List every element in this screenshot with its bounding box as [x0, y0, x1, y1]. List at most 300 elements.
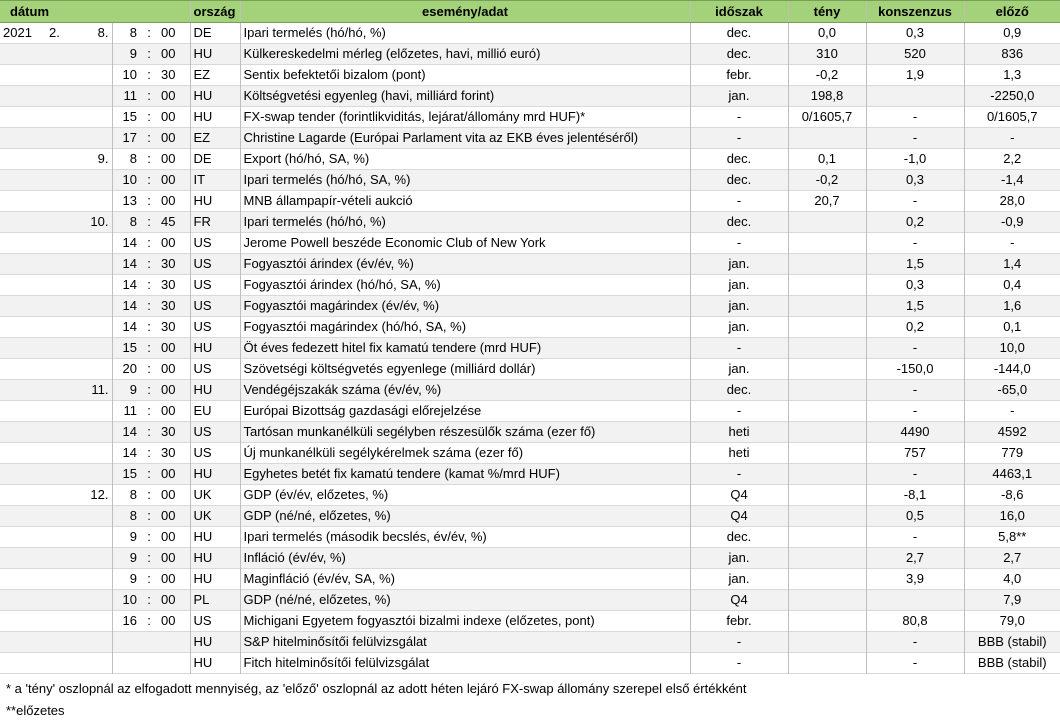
cell-hour: 15: [112, 464, 140, 485]
header-previous: előző: [964, 1, 1060, 23]
table-row: [0, 191, 1060, 212]
table-row: [0, 212, 1060, 233]
cell-actual: [788, 380, 866, 401]
cell-event: GDP (év/év, előzetes, %): [240, 485, 690, 506]
cell-previous: BBB (stabil): [964, 653, 1060, 674]
cell-previous: 79,0: [964, 611, 1060, 632]
cell-month: [46, 338, 78, 359]
cell-country: US: [190, 275, 240, 296]
cell-previous: 4592: [964, 422, 1060, 443]
cell-actual: [788, 275, 866, 296]
cell-actual: -0,2: [788, 65, 866, 86]
cell-hour: 9: [112, 527, 140, 548]
cell-minute: 30: [158, 296, 190, 317]
cell-year: [0, 191, 46, 212]
cell-year: [0, 632, 46, 653]
cell-period: -: [690, 653, 788, 674]
cell-previous: 4,0: [964, 569, 1060, 590]
cell-hour: 9: [112, 569, 140, 590]
cell-month: [46, 611, 78, 632]
table-row: [0, 548, 1060, 569]
cell-time-separator: :: [140, 338, 158, 359]
cell-year: [0, 338, 46, 359]
cell-actual: [788, 611, 866, 632]
cell-previous: -1,4: [964, 170, 1060, 191]
cell-minute: [158, 653, 190, 674]
cell-event: Európai Bizottság gazdasági előrejelzése: [240, 401, 690, 422]
cell-consensus: -: [866, 464, 964, 485]
table-row: [0, 590, 1060, 611]
header-country: ország: [190, 1, 240, 23]
cell-hour: 14: [112, 296, 140, 317]
cell-country: EZ: [190, 128, 240, 149]
cell-year: [0, 212, 46, 233]
cell-year: [0, 149, 46, 170]
cell-consensus: 80,8: [866, 611, 964, 632]
cell-day: 11.: [78, 380, 112, 401]
cell-period: jan.: [690, 548, 788, 569]
table-row: [0, 527, 1060, 548]
cell-event: Michigani Egyetem fogyasztói bizalmi indexe (előzetes, pont): [240, 611, 690, 632]
cell-period: febr.: [690, 65, 788, 86]
cell-year: [0, 548, 46, 569]
cell-actual: [788, 506, 866, 527]
cell-hour: 16: [112, 611, 140, 632]
cell-previous: 0,9: [964, 23, 1060, 44]
cell-day: [78, 170, 112, 191]
cell-consensus: -: [866, 107, 964, 128]
cell-minute: 30: [161, 445, 176, 460]
cell-consensus: -: [866, 233, 964, 254]
header-event: esemény/adat: [240, 1, 690, 23]
cell-event: Új munkanélküli segélykérelmek száma (ezer fő): [240, 443, 690, 464]
cell-event: S&P hitelminősítői felülvizsgálat: [240, 632, 690, 653]
footnote-fx-swap: * a 'tény' oszlopnál az elfogadott mennyiség, az 'előző' oszlopnál az adott héten lejáró FX-swap állomány szerepel első értékként: [6, 681, 747, 696]
cell-day: [78, 632, 112, 653]
cell-previous: -144,0: [964, 359, 1060, 380]
cell-minute: 00: [158, 128, 190, 149]
cell-day: [78, 401, 112, 422]
cell-actual: [788, 359, 866, 380]
cell-year: [0, 527, 46, 548]
cell-time-separator: :: [147, 361, 151, 376]
cell-consensus: -: [866, 191, 964, 212]
cell-hour: [112, 653, 140, 674]
cell-event: Külkereskedelmi mérleg (előzetes, havi, millió euró): [240, 44, 690, 65]
cell-previous: -0,9: [964, 212, 1060, 233]
cell-country: HU: [190, 338, 240, 359]
cell-minute: 00: [158, 590, 190, 611]
cell-year: [0, 569, 46, 590]
cell-actual: [788, 548, 866, 569]
cell-minute: 00: [161, 361, 176, 376]
header-period: időszak: [690, 1, 788, 23]
cell-previous: 1,3: [964, 65, 1060, 86]
cell-hour: 10: [112, 590, 140, 611]
cell-actual: -0,2: [788, 170, 866, 191]
table-row: [0, 296, 1060, 317]
cell-consensus: 1,5: [866, 254, 964, 275]
cell-year: [0, 611, 46, 632]
cell-event: Vendégéjszakák száma (év/év, %): [240, 380, 690, 401]
cell-previous: 4463,1: [964, 464, 1060, 485]
cell-previous: -65,0: [964, 380, 1060, 401]
cell-consensus: -150,0: [866, 359, 964, 380]
table-row: [0, 275, 1060, 296]
cell-previous: -: [964, 401, 1060, 422]
cell-country: HU: [190, 632, 240, 653]
calendar-body: [0, 23, 1060, 674]
cell-month: [46, 233, 78, 254]
cell-country: HU: [190, 548, 240, 569]
cell-minute: 00: [161, 613, 176, 628]
cell-hour: 10: [112, 170, 140, 191]
cell-day: [78, 65, 112, 86]
cell-month: [46, 464, 78, 485]
header-actual: tény: [788, 1, 866, 23]
cell-event: MNB állampapír-vételi aukció: [240, 191, 690, 212]
table-row: [0, 569, 1060, 590]
cell-country: US: [190, 359, 240, 380]
cell-period: dec.: [690, 380, 788, 401]
cell-month: [46, 254, 78, 275]
cell-event: Ipari termelés (második becslés, év/év, %): [240, 527, 690, 548]
cell-actual: [788, 233, 866, 254]
cell-hour: 13: [112, 191, 140, 212]
cell-day: [78, 338, 112, 359]
cell-time-separator: :: [147, 613, 151, 628]
cell-actual: [788, 443, 866, 464]
cell-minute: 00: [161, 571, 176, 586]
cell-period: jan.: [690, 317, 788, 338]
table-row: [0, 485, 1060, 506]
cell-country: HU: [190, 107, 240, 128]
header-row: [0, 1, 1060, 23]
cell-month: [46, 128, 78, 149]
cell-country: EU: [190, 401, 240, 422]
cell-month: [46, 44, 78, 65]
cell-time-separator: :: [147, 487, 151, 502]
cell-year: [0, 296, 46, 317]
cell-period: -: [690, 338, 788, 359]
cell-event: Ipari termelés (hó/hó, %): [240, 212, 690, 233]
cell-hour: 14: [112, 317, 140, 338]
cell-time-separator: :: [140, 170, 158, 191]
cell-consensus: 757: [866, 443, 964, 464]
cell-time-separator: :: [140, 464, 158, 485]
cell-day: [78, 44, 112, 65]
cell-minute: 00: [161, 193, 176, 208]
cell-event: Ipari termelés (hó/hó, %): [240, 23, 690, 44]
table-row: [0, 506, 1060, 527]
cell-consensus: -: [866, 653, 964, 674]
cell-month: [46, 443, 78, 464]
cell-consensus: -: [866, 128, 964, 149]
cell-country: EZ: [190, 65, 240, 86]
cell-day: 10.: [78, 212, 112, 233]
table-row: [0, 443, 1060, 464]
cell-minute: 00: [158, 464, 190, 485]
cell-period: -: [690, 632, 788, 653]
cell-minute: 30: [161, 319, 176, 334]
cell-minute: 00: [161, 151, 176, 166]
cell-minute: 30: [158, 254, 190, 275]
cell-time-separator: :: [140, 590, 158, 611]
cell-event: GDP (né/né, előzetes, %): [240, 590, 690, 611]
cell-country: HU: [190, 464, 240, 485]
cell-country: HU: [190, 653, 240, 674]
cell-actual: [788, 590, 866, 611]
cell-hour: [112, 632, 140, 653]
cell-minute: 00: [161, 487, 176, 502]
cell-month: [46, 569, 78, 590]
cell-period: -: [690, 464, 788, 485]
cell-previous: 779: [964, 443, 1060, 464]
cell-time-separator: [140, 632, 158, 653]
table-row: [0, 422, 1060, 443]
table-row: [0, 380, 1060, 401]
cell-consensus: 1,5: [866, 296, 964, 317]
cell-month: [46, 485, 78, 506]
table-row: [0, 317, 1060, 338]
cell-event: Jerome Powell beszéde Economic Club of New York: [240, 233, 690, 254]
cell-time-separator: :: [147, 445, 151, 460]
cell-consensus: 3,9: [866, 569, 964, 590]
cell-event: FX-swap tender (forintlikviditás, lejárat/állomány mrd HUF)*: [240, 107, 690, 128]
cell-event: Egyhetes betét fix kamatú tendere (kamat %/mrd HUF): [240, 464, 690, 485]
cell-time-separator: :: [147, 403, 151, 418]
cell-event: Költségvetési egyenleg (havi, milliárd forint): [240, 86, 690, 107]
cell-hour: 14: [112, 275, 140, 296]
cell-actual: [788, 296, 866, 317]
cell-day: [78, 506, 112, 527]
cell-time-separator: :: [147, 109, 151, 124]
cell-time-separator: :: [147, 277, 151, 292]
cell-year: [0, 170, 46, 191]
cell-hour: 8: [112, 149, 140, 170]
cell-day: [78, 569, 112, 590]
cell-year: [0, 485, 46, 506]
cell-minute: 30: [161, 67, 176, 82]
cell-hour: 11: [112, 86, 140, 107]
cell-time-separator: :: [140, 212, 158, 233]
cell-actual: [788, 527, 866, 548]
cell-year: [0, 422, 46, 443]
cell-year: [0, 464, 46, 485]
cell-month: [46, 632, 78, 653]
cell-year: [0, 506, 46, 527]
cell-month: [46, 296, 78, 317]
cell-consensus: 1,9: [866, 65, 964, 86]
cell-year: [0, 128, 46, 149]
cell-actual: [788, 401, 866, 422]
cell-minute: 45: [158, 212, 190, 233]
cell-minute: 00: [158, 86, 190, 107]
cell-actual: [788, 317, 866, 338]
cell-actual: [788, 422, 866, 443]
cell-month: [46, 590, 78, 611]
cell-month: [46, 317, 78, 338]
cell-year: [0, 107, 46, 128]
cell-event: Fitch hitelminősítői felülvizsgálat: [240, 653, 690, 674]
cell-time-separator: :: [147, 529, 151, 544]
cell-consensus: 0,2: [866, 317, 964, 338]
cell-period: dec.: [690, 212, 788, 233]
cell-time-separator: [140, 653, 158, 674]
cell-hour: 9: [112, 44, 140, 65]
cell-previous: -: [964, 128, 1060, 149]
cell-consensus: -1,0: [866, 149, 964, 170]
cell-actual: [788, 464, 866, 485]
cell-minute: 00: [158, 44, 190, 65]
cell-country: UK: [190, 485, 240, 506]
cell-period: jan.: [690, 254, 788, 275]
cell-period: jan.: [690, 296, 788, 317]
cell-year: [0, 86, 46, 107]
header-consensus: konszenzus: [866, 1, 964, 23]
cell-event: Tartósan munkanélküli segélyben részesülők száma (ezer fő): [240, 422, 690, 443]
cell-time-separator: :: [140, 86, 158, 107]
cell-consensus: 0,3: [866, 23, 964, 44]
cell-day: [78, 548, 112, 569]
cell-country: IT: [190, 170, 240, 191]
cell-month: [46, 149, 78, 170]
cell-country: HU: [190, 527, 240, 548]
cell-day: [78, 611, 112, 632]
cell-time-separator: :: [140, 254, 158, 275]
cell-consensus: -: [866, 338, 964, 359]
cell-country: HU: [190, 191, 240, 212]
cell-month: [46, 275, 78, 296]
cell-month: [46, 191, 78, 212]
cell-time-separator: :: [140, 44, 158, 65]
cell-hour: 14: [112, 422, 140, 443]
cell-country: US: [190, 422, 240, 443]
cell-month: [46, 548, 78, 569]
cell-consensus: -: [866, 527, 964, 548]
cell-hour: 9: [112, 380, 140, 401]
cell-actual: [788, 569, 866, 590]
cell-country: US: [190, 254, 240, 275]
cell-minute: 00: [158, 380, 190, 401]
table-row: [0, 464, 1060, 485]
cell-actual: 0/1605,7: [788, 107, 866, 128]
table-row: [0, 401, 1060, 422]
cell-period: Q4: [690, 506, 788, 527]
cell-year: [0, 44, 46, 65]
cell-month: [46, 380, 78, 401]
cell-previous: 2,2: [964, 149, 1060, 170]
cell-year: [0, 401, 46, 422]
cell-year: [0, 443, 46, 464]
cell-country: FR: [190, 212, 240, 233]
cell-day: [78, 359, 112, 380]
cell-minute: 00: [161, 25, 176, 40]
cell-previous: 16,0: [964, 506, 1060, 527]
cell-event: Infláció (év/év, %): [240, 548, 690, 569]
cell-country: HU: [190, 380, 240, 401]
cell-day: [78, 464, 112, 485]
cell-month: [46, 212, 78, 233]
cell-minute: 00: [161, 235, 176, 250]
cell-year: [0, 380, 46, 401]
cell-period: jan.: [690, 569, 788, 590]
cell-day: 9.: [97, 151, 109, 166]
cell-event: Export (hó/hó, SA, %): [240, 149, 690, 170]
cell-day: [78, 191, 112, 212]
cell-time-separator: :: [147, 67, 151, 82]
cell-hour: 17: [112, 128, 140, 149]
cell-hour: 9: [112, 548, 140, 569]
cell-country: HU: [190, 86, 240, 107]
cell-month: [46, 506, 78, 527]
cell-day: [78, 275, 112, 296]
cell-country: DE: [190, 149, 240, 170]
cell-previous: 28,0: [964, 191, 1060, 212]
cell-month: 2.: [49, 25, 60, 40]
cell-day: [78, 296, 112, 317]
cell-event: Szövetségi költségvetés egyenlege (milliárd dollár): [240, 359, 690, 380]
cell-year: [0, 254, 46, 275]
table-row: [0, 338, 1060, 359]
cell-year: [0, 275, 46, 296]
cell-hour: 14: [112, 233, 140, 254]
cell-minute: 30: [158, 422, 190, 443]
cell-period: -: [690, 128, 788, 149]
cell-hour: 10: [112, 65, 140, 86]
table-row: [0, 254, 1060, 275]
table-row: [0, 86, 1060, 107]
cell-previous: 7,9: [964, 590, 1060, 611]
cell-month: [46, 401, 78, 422]
cell-month: [46, 527, 78, 548]
cell-time-separator: :: [147, 319, 151, 334]
cell-period: dec.: [690, 527, 788, 548]
table-row: [0, 44, 1060, 65]
cell-period: febr.: [690, 611, 788, 632]
cell-time-separator: :: [140, 380, 158, 401]
table-row: [0, 359, 1060, 380]
cell-consensus: 0,3: [866, 275, 964, 296]
cell-consensus: 520: [866, 44, 964, 65]
cell-actual: [788, 653, 866, 674]
cell-period: -: [690, 233, 788, 254]
cell-day: [78, 233, 112, 254]
cell-consensus: -8,1: [866, 485, 964, 506]
cell-minute: 30: [161, 277, 176, 292]
cell-actual: [788, 485, 866, 506]
cell-actual: [788, 338, 866, 359]
cell-period: jan.: [690, 359, 788, 380]
cell-month: [46, 107, 78, 128]
header-date: dátum: [0, 1, 190, 23]
cell-time-separator: :: [140, 422, 158, 443]
cell-event: Fogyasztói árindex (év/év, %): [240, 254, 690, 275]
cell-actual: 20,7: [788, 191, 866, 212]
cell-previous: -2250,0: [964, 86, 1060, 107]
cell-year: [0, 317, 46, 338]
table-row: [0, 65, 1060, 86]
cell-previous: 0/1605,7: [964, 107, 1060, 128]
cell-event: Fogyasztói árindex (hó/hó, SA, %): [240, 275, 690, 296]
cell-time-separator: :: [140, 548, 158, 569]
cell-period: -: [690, 107, 788, 128]
cell-event: Maginfláció (év/év, SA, %): [240, 569, 690, 590]
cell-hour: 8: [112, 506, 140, 527]
footnotes: [0, 678, 1024, 722]
cell-previous: 1,6: [964, 296, 1060, 317]
cell-consensus: 0,5: [866, 506, 964, 527]
